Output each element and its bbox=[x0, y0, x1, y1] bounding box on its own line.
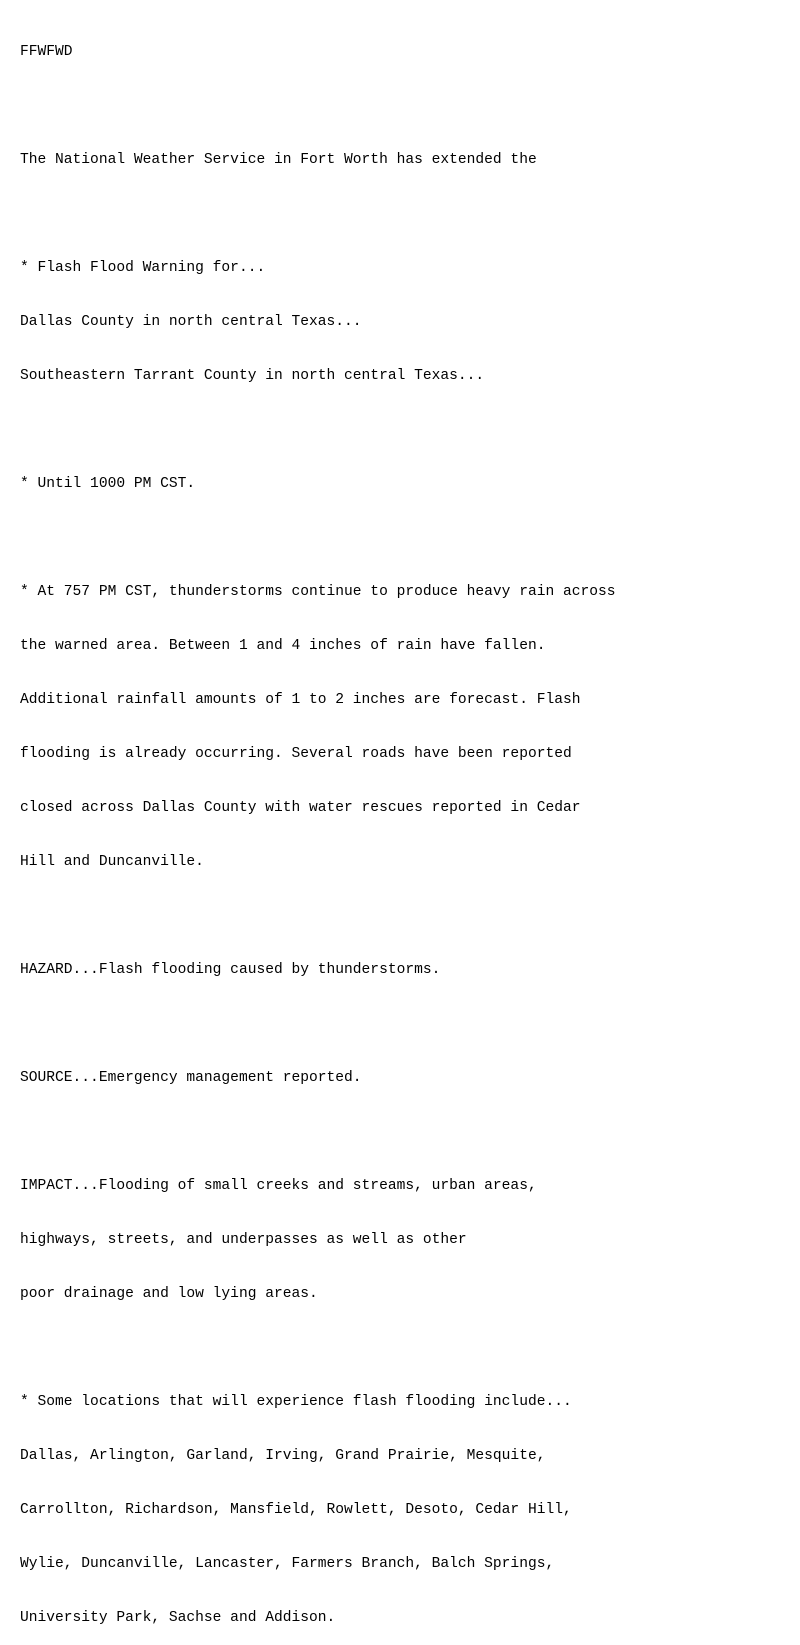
locations-line: Wylie, Duncanville, Lancaster, Farmers Branch, Balch Springs, bbox=[20, 1556, 555, 1572]
blank-line bbox=[20, 529, 616, 547]
hazard-line: HAZARD...Flash flooding caused by thunderstorms. bbox=[20, 962, 441, 978]
situation-line: Hill and Duncanville. bbox=[20, 854, 204, 870]
warning-type-line: * Flash Flood Warning for... bbox=[20, 260, 266, 276]
impact-line: IMPACT...Flooding of small creeks and streams, urban areas, bbox=[20, 1178, 537, 1194]
issuance-statement: The National Weather Service in Fort Worth has extended the bbox=[20, 152, 537, 168]
blank-line bbox=[20, 205, 616, 223]
locations-line: University Park, Sachse and Addison. bbox=[20, 1610, 336, 1626]
impact-line: poor drainage and low lying areas. bbox=[20, 1286, 318, 1302]
product-code: FFWFWD bbox=[20, 44, 73, 60]
situation-line: Additional rainfall amounts of 1 to 2 inches are forecast. Flash bbox=[20, 692, 581, 708]
impact-line: highways, streets, and underpasses as well as other bbox=[20, 1232, 467, 1248]
situation-line: * At 757 PM CST, thunderstorms continue to produce heavy rain across bbox=[20, 584, 616, 600]
expiration-line: * Until 1000 PM CST. bbox=[20, 476, 196, 492]
situation-line: the warned area. Between 1 and 4 inches of rain have fallen. bbox=[20, 638, 546, 654]
blank-line bbox=[20, 1015, 616, 1033]
blank-line bbox=[20, 1123, 616, 1141]
area-line: Southeastern Tarrant County in north central Texas... bbox=[20, 368, 485, 384]
area-line: Dallas County in north central Texas... bbox=[20, 314, 362, 330]
situation-line: closed across Dallas County with water rescues reported in Cedar bbox=[20, 800, 581, 816]
blank-line bbox=[20, 97, 616, 115]
locations-line: Dallas, Arlington, Garland, Irving, Grand Prairie, Mesquite, bbox=[20, 1448, 546, 1464]
source-line: SOURCE...Emergency management reported. bbox=[20, 1070, 362, 1086]
blank-line bbox=[20, 421, 616, 439]
blank-line bbox=[20, 1339, 616, 1357]
blank-line bbox=[20, 907, 616, 925]
flash-flood-warning-bulletin bbox=[20, 7, 616, 1645]
situation-line: flooding is already occurring. Several roads have been reported bbox=[20, 746, 572, 762]
locations-line: Carrollton, Richardson, Mansfield, Rowlett, Desoto, Cedar Hill, bbox=[20, 1502, 572, 1518]
locations-header-line: * Some locations that will experience flash flooding include... bbox=[20, 1394, 572, 1410]
